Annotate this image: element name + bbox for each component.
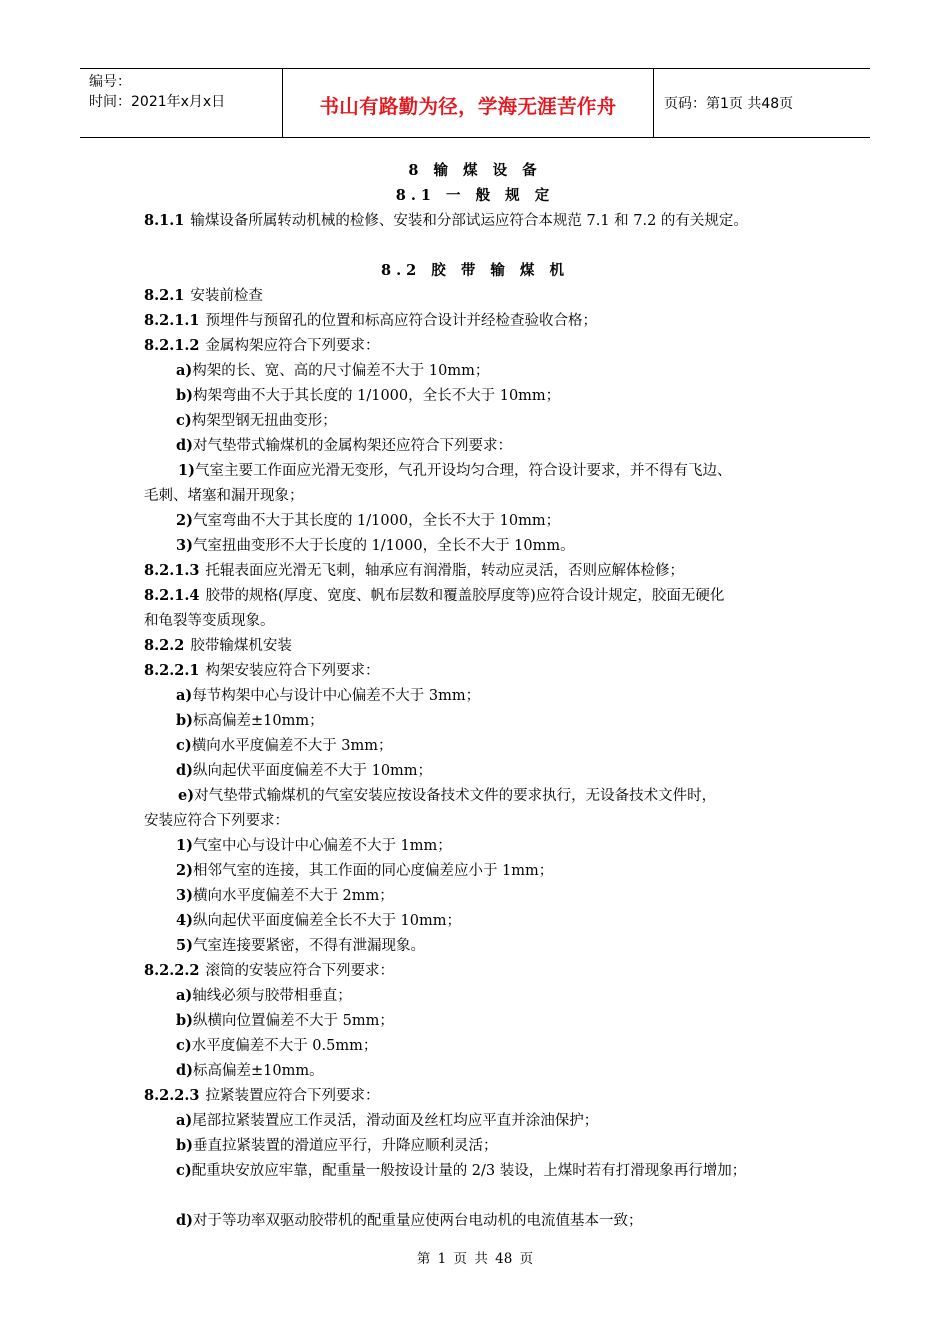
header-page-info: 页码：第1页 共48页 xyxy=(664,96,794,112)
list-item: b)构架弯曲不大于其长度的 1/1000，全长不大于 10mm； xyxy=(176,387,561,404)
section-title-8-2: 8.2 胶 带 输 煤 机 xyxy=(381,262,569,279)
clause-8-1-1: 8.1.1 输煤设备所属转动机械的检修、安装和分部试运应符合本规范 7.1 和 7.2 的有关规定。 xyxy=(144,212,748,229)
list-item: c)横向水平度偏差不大于 3mm； xyxy=(176,737,393,754)
list-item: b)标高偏差±10mm； xyxy=(176,712,324,729)
clause-8-2-2-2: 8.2.2.2 滚筒的安装应符合下列要求： xyxy=(144,962,395,979)
clause-8-2-1: 8.2.1 安装前检查 xyxy=(144,287,263,304)
list-item: 4)纵向起伏平面度偏差全长不大于 10mm； xyxy=(176,912,462,929)
list-item: b)纵横向位置偏差不大于 5mm； xyxy=(176,1012,394,1029)
list-item: a)轴线必须与胶带相垂直； xyxy=(176,987,352,1004)
list-item-continuation: 毛刺、堵塞和漏开现象； xyxy=(144,488,304,504)
chapter-title: 8 输 煤 设 备 xyxy=(408,162,542,179)
list-item: d)对于等功率双驱动胶带机的配重量应使两台电动机的电流值基本一致； xyxy=(176,1212,643,1229)
motto-text: 书山有路勤为径，学海无涯苦作舟 xyxy=(319,95,617,118)
list-item-continuation: 安装应符合下列要求： xyxy=(144,813,289,829)
document-date: 时间：2021年x月x日 xyxy=(89,94,226,110)
list-item: 1)气室主要工作面应光滑无变形，气孔开设均匀合理，符合设计要求，并不得有飞边、 xyxy=(178,462,732,479)
list-item: c)配重块安放应牢靠，配重量一般按设计量的 2/3 装设，上煤时若有打滑现象再行增加； xyxy=(176,1162,747,1179)
clause-continuation: 和龟裂等变质现象。 xyxy=(144,613,275,629)
list-item: d)纵向起伏平面度偏差不大于 10mm； xyxy=(176,762,433,779)
list-item: c)水平度偏差不大于 0.5mm； xyxy=(176,1037,378,1054)
document-number-label: 编号： xyxy=(89,74,131,90)
section-title-8-1: 8.1 一 般 规 定 xyxy=(395,187,555,204)
clause-8-2-2-1: 8.2.2.1 构架安装应符合下列要求： xyxy=(144,662,380,679)
clause-8-2-1-2: 8.2.1.2 金属构架应符合下列要求： xyxy=(144,337,380,354)
list-item: 1)气室中心与设计中心偏差不大于 1mm； xyxy=(176,837,452,854)
clause-8-2-1-1: 8.2.1.1 预埋件与预留孔的位置和标高应符合设计并经检查验收合格； xyxy=(144,312,598,329)
list-item: a)构架的长、宽、高的尺寸偏差不大于 10mm； xyxy=(176,362,490,379)
list-item: a)每节构架中心与设计中心偏差不大于 3mm； xyxy=(176,687,481,704)
clause-8-2-2-3: 8.2.2.3 拉紧装置应符合下列要求： xyxy=(144,1087,380,1104)
page-header xyxy=(80,68,870,138)
list-item: c)构架型钢无扭曲变形； xyxy=(176,412,337,429)
header-meta xyxy=(80,69,282,137)
list-item: d)对气垫带式输煤机的金属构架还应符合下列要求： xyxy=(176,437,512,454)
list-item: 5)气室连接要紧密，不得有泄漏现象。 xyxy=(176,937,425,954)
page-footer: 第 1 页 共 48 页 xyxy=(416,1251,534,1267)
list-item: a)尾部拉紧装置应工作灵活，滑动面及丝杠均应平直并涂油保护； xyxy=(176,1112,599,1129)
header-motto-cell xyxy=(282,69,654,137)
clause-8-2-1-4: 8.2.1.4 胶带的规格(厚度、宽度、帆布层数和覆盖胶厚度等)应符合设计规定，胶面无硬化 xyxy=(144,587,725,604)
list-item: 3)横向水平度偏差不大于 2mm； xyxy=(176,887,394,904)
clause-8-2-1-3: 8.2.1.3 托辊表面应光滑无飞刺，轴承应有润滑脂，转动应灵活，否则应解体检修； xyxy=(144,562,685,579)
list-item: e)对气垫带式输煤机的气室安装应按设备技术文件的要求执行，无设备技术文件时， xyxy=(178,787,717,804)
clause-8-2-2: 8.2.2 胶带输煤机安装 xyxy=(144,637,292,654)
list-item: b)垂直拉紧装置的滑道应平行，升降应顺利灵活； xyxy=(176,1137,498,1154)
list-item: 2)气室弯曲不大于其长度的 1/1000，全长不大于 10mm； xyxy=(176,512,561,529)
list-item: d)标高偏差±10mm。 xyxy=(176,1062,324,1079)
list-item: 3)气室扭曲变形不大于长度的 1/1000，全长不大于 10mm。 xyxy=(176,537,575,554)
list-item: 2)相邻气室的连接，其工作面的同心度偏差应小于 1mm； xyxy=(176,862,554,879)
